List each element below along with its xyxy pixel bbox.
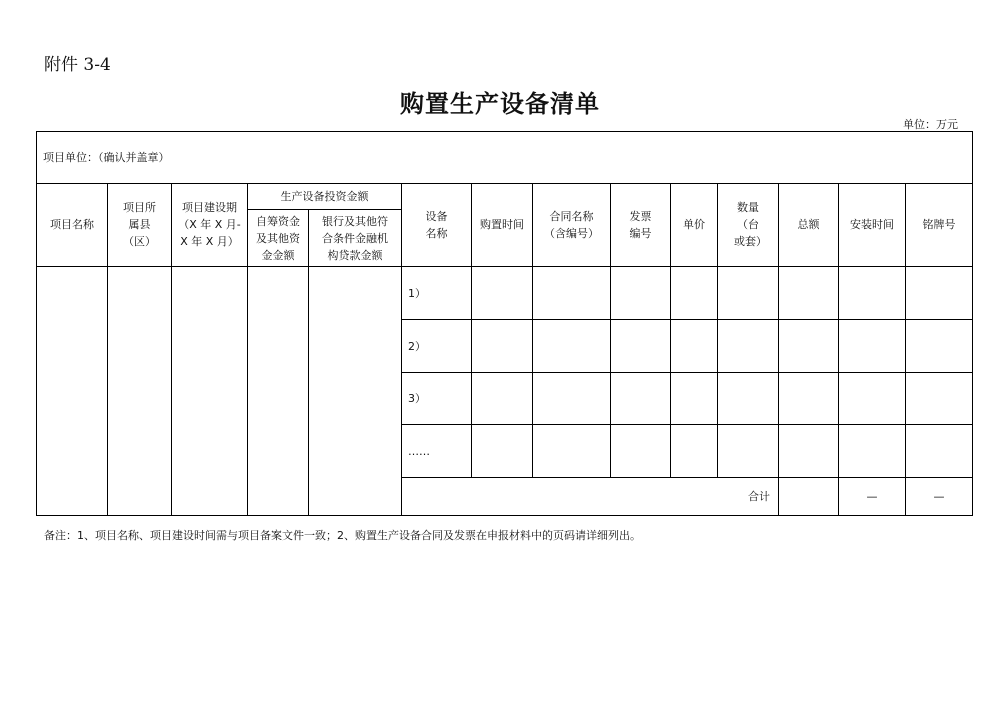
- footnote: 备注：1、项目名称、项目建设时间需与项目备案文件一致；2、购置生产设备合同及发票在申报材料中的页码请详细列出。: [44, 529, 641, 542]
- col-nameplate: 铭牌号: [922, 218, 956, 231]
- row-label-4: ……: [408, 444, 430, 458]
- row-label-2: 2）: [408, 339, 426, 353]
- form-title: 购置生产设备清单: [400, 90, 600, 118]
- col-device-name: 设备名称: [425, 209, 448, 240]
- col-county: 项目所属县（区）: [123, 201, 156, 248]
- rule-row-1: [401, 319, 972, 320]
- row-label-1: 1）: [408, 286, 426, 300]
- project-unit-label: 项目单位：（确认并盖章）: [43, 151, 170, 164]
- col-contract: 合同名称（含编号）: [544, 209, 599, 240]
- col-project-name: 项目名称: [50, 218, 94, 231]
- row-label-3: 3）: [408, 392, 426, 405]
- col-install-time: 安装时间: [850, 218, 894, 231]
- col-quantity: 数量（台或套）: [734, 201, 767, 248]
- col-unit-price: 单价: [683, 218, 705, 231]
- col-invoice: 发票编号: [629, 209, 652, 240]
- col-investment: 生产设备投资金额: [280, 189, 369, 203]
- col-loans: 银行及其他符合条件金融机构贷款金额: [322, 214, 388, 262]
- sum-nameplate-dash: —: [933, 490, 945, 503]
- sum-label: 合计: [748, 490, 770, 503]
- unit-label: 单位：万元: [903, 118, 958, 131]
- rule-header-bottom: [37, 266, 972, 267]
- equipment-table: [36, 131, 973, 516]
- attachment-label: 附件 3-4: [44, 55, 111, 75]
- col-self-funds: 自筹资金及其他资金金额: [256, 214, 300, 262]
- col-period: 项目建设期（X 年 X 月-X 年 X 月）: [178, 201, 241, 248]
- col-total: 总额: [797, 218, 820, 231]
- rule-row-2: [401, 372, 972, 373]
- sum-install-dash: —: [866, 490, 878, 503]
- col-purchase-time: 购置时间: [480, 218, 524, 231]
- rule-row-3: [401, 424, 972, 425]
